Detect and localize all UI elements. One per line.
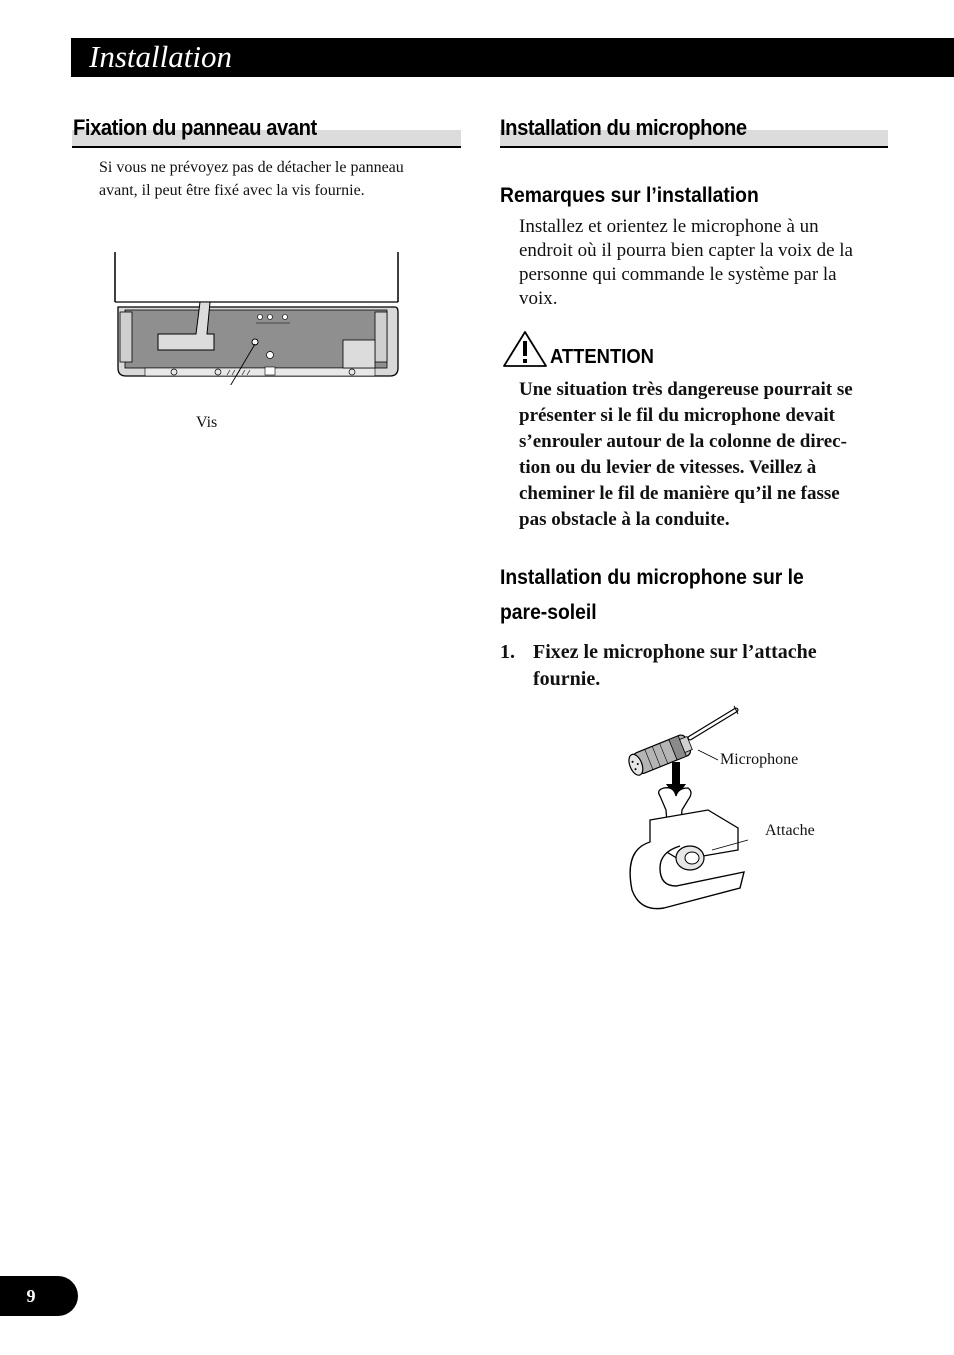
lower-strip xyxy=(145,368,375,376)
screw-hole xyxy=(267,352,274,359)
section-rule xyxy=(72,146,461,148)
remarks-text xyxy=(519,215,889,311)
step-number: 1. xyxy=(500,641,515,663)
text-line: avant, il peut être fixé avec la vis fournie. xyxy=(99,182,365,199)
microphone-leader-line xyxy=(698,750,718,760)
text-line: Installez et orientez le microphone à un xyxy=(519,216,819,237)
text-line: voix. xyxy=(519,288,558,309)
text-line: tion ou du levier de vitesses. Veillez à xyxy=(519,457,817,478)
subheading-remarks: Remarques sur l’installation xyxy=(500,184,759,207)
subheading-line: pare-soleil xyxy=(500,601,597,624)
figure-label-attache: Attache xyxy=(765,822,815,839)
warning-triangle-icon xyxy=(502,330,548,368)
section-rule xyxy=(500,146,888,148)
subheading-line: Installation du microphone sur le xyxy=(500,566,804,589)
text-line: Une situation très dangereuse pourrait se xyxy=(519,379,853,400)
figure-label-vis: Vis xyxy=(196,414,218,431)
attention-label: ATTENTION xyxy=(550,346,654,368)
microphone-clip-illustration xyxy=(620,700,750,920)
front-panel-illustration xyxy=(110,250,404,385)
text-line: Fixez le microphone sur l’attache xyxy=(533,641,817,663)
page-number: 9 xyxy=(26,1286,36,1306)
warning-text xyxy=(519,377,889,533)
text-line: pas obstacle à la conduite. xyxy=(519,509,730,530)
text-line: personne qui commande le système par la xyxy=(519,264,837,285)
page-title: Installation xyxy=(89,39,232,74)
figure-label-microphone: Microphone xyxy=(720,751,799,768)
header-bar xyxy=(71,38,954,77)
left-bracket xyxy=(120,312,132,362)
button-dot xyxy=(268,315,273,320)
text-line: s’enrouler autour de la colonne de direc- xyxy=(519,431,847,452)
front-panel-text xyxy=(99,156,459,202)
clip-roller-core xyxy=(685,852,699,864)
text-line: cheminer le fil de manière qu’il ne fasse xyxy=(519,483,840,504)
microphone-icon xyxy=(626,733,694,777)
text-line: endroit où il pourra bien capter la voix de la xyxy=(519,240,853,261)
right-bracket xyxy=(375,312,387,362)
corner-block xyxy=(343,340,375,368)
text-line: Si vous ne prévoyez pas de détacher le panneau xyxy=(99,159,404,176)
section-heading-front-panel: Fixation du panneau avant xyxy=(73,115,317,140)
clip xyxy=(265,367,275,375)
button-dot xyxy=(283,315,288,320)
step-text xyxy=(533,639,883,693)
text-line: présenter si le fil du microphone devait xyxy=(519,405,835,426)
subheading-sun-visor xyxy=(500,560,804,630)
mic-cable-core xyxy=(690,710,736,738)
page-number-tab xyxy=(0,1276,78,1316)
section-heading-microphone: Installation du microphone xyxy=(500,115,747,140)
button-dot xyxy=(258,315,263,320)
text-line: fournie. xyxy=(533,668,601,690)
